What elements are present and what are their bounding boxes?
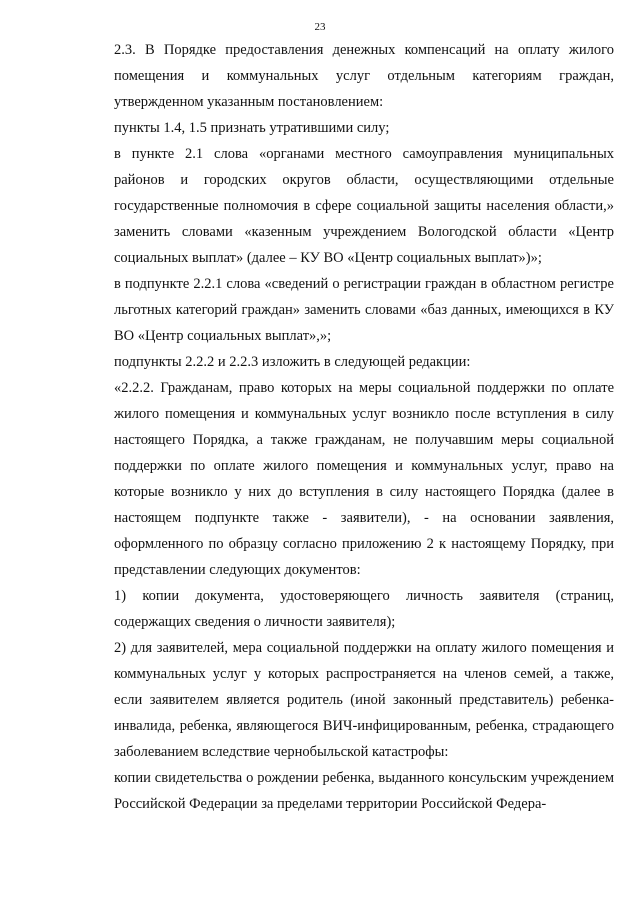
document-body (114, 37, 614, 817)
paragraph-subpoint-2-2-1: в подпункте 2.2.1 слова «сведений о регистрации граждан в областном регистре льготных категорий граждан» заменить словами «баз данных, имеющихся в КУ ВО «Центр социальных выплат»,»; (114, 276, 614, 344)
paragraph-point-2-1: в пункте 2.1 слова «органами местного самоуправления муниципальных районов и городских округов области, осуществляющими отдельные государственные полномочия в сфере социальной защиты населения области,» заменить словами «казенным учреждением Вологодской области «Центр социальных выплат» (далее – КУ ВО «Центр социальных выплат»)»; (114, 146, 614, 266)
paragraph-item-1: 1) копии документа, удостоверяющего личность заявителя (страниц, содержащих сведения о личности заявителя); (114, 588, 614, 630)
paragraph-birth-certificate: копии свидетельства о рождении ребенка, выданного консульским учреждением Российской Федерации за пределами территории Российской Федера- (114, 770, 614, 812)
paragraph-subpoints-2-2-2-2-2-3: подпункты 2.2.2 и 2.2.3 изложить в следующей редакции: (114, 354, 471, 370)
paragraph-2-2-2: «2.2.2. Гражданам, право которых на меры социальной поддержки по оплате жилого помещения и коммунальных услуг возникло после вступления в силу настоящего Порядка, а также гражданам, не получавшим меры социальной поддержки по оплате жилого помещения и коммунальных услуг, право на которые возникло у них до вступления в силу настоящего Порядка (далее в настоящем подпункте также - заявители), - на основании заявления, оформленного по образцу согласно приложению 2 к настоящему Порядку, при представлении следующих документов: (114, 380, 614, 578)
paragraph-2-3-intro: 2.3. В Порядке предоставления денежных компенсаций на оплату жилого помещения и коммунальных услуг отдельным категориям граждан, утвержденном указанным постановлением: (114, 42, 614, 110)
paragraph-item-2: 2) для заявителей, мера социальной поддержки на оплату жилого помещения и коммунальных услуг у которых распространяется на членов семей, а также, если заявителем является родитель (иной законный представитель) ребенка-инвалида, ребенка, являющегося ВИЧ-инфицированным, ребенка, страдающего заболеванием вследствие чернобыльской катастрофы: (114, 640, 614, 760)
page-number: 23 (314, 21, 326, 33)
paragraph-points-1-4-1-5: пункты 1.4, 1.5 признать утратившими силу; (114, 120, 390, 136)
